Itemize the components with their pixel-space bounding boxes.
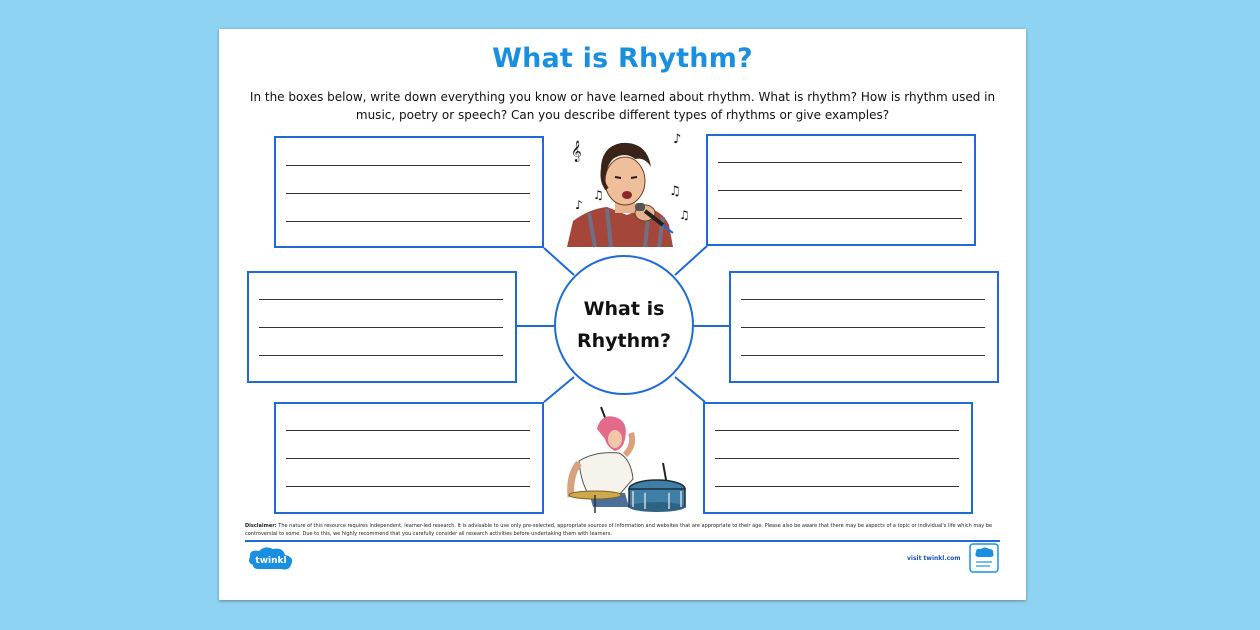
instructions-text: In the boxes below, write down everything you know or have learned about rhythm. What is rhythm? How is rhythm used in music, poetry or speech? Can you describe different types of rhythms or give examples?: [249, 90, 996, 122]
svg-text:♪: ♪: [575, 198, 583, 212]
answer-box-bottom-left[interactable]: [274, 402, 544, 514]
writing-line: [741, 355, 985, 356]
svg-text:♫: ♫: [593, 188, 604, 202]
center-title-line-2: Rhythm?: [577, 330, 671, 352]
writing-line: [741, 299, 985, 300]
twinkl-logo[interactable]: [247, 545, 295, 573]
writing-line: [259, 355, 503, 356]
writing-line: [286, 165, 530, 166]
writing-line: [286, 458, 530, 459]
writing-line: [715, 486, 959, 487]
disclaimer-text: [245, 523, 1000, 538]
svg-text:♪: ♪: [673, 132, 682, 147]
footer-divider: [245, 540, 1000, 542]
writing-line: [718, 218, 962, 219]
writing-line: [718, 190, 962, 191]
answer-box-middle-right[interactable]: [729, 271, 999, 383]
worksheet-page: [219, 29, 1026, 600]
answer-box-top-right[interactable]: [706, 134, 976, 246]
center-title-line-1: What is: [583, 298, 665, 320]
center-circle: [554, 255, 694, 395]
svg-text:♫: ♫: [669, 184, 681, 199]
svg-text:𝄞: 𝄞: [571, 141, 582, 162]
writing-line: [286, 430, 530, 431]
writing-line: [259, 299, 503, 300]
visit-link[interactable]: visit twinkl.com: [907, 555, 961, 562]
writing-line: [718, 162, 962, 163]
writing-line: [286, 221, 530, 222]
writing-line: [741, 327, 985, 328]
writing-line: [259, 327, 503, 328]
page-title: What is Rhythm?: [492, 43, 753, 74]
disclaimer-body: The nature of this resource requires independent, learner-led research. It is advisable to use only pre-selected, appropriate sources of information and websites that are appropriate to their age. Please also be aware that there may be aspects of a topic or individual's life which may be controversial to some. Due to this, we highly recommend that you carefully consider all research activities before undertaking them with learners.: [245, 523, 993, 537]
svg-text:♫: ♫: [679, 208, 690, 222]
answer-box-top-left[interactable]: [274, 136, 544, 248]
writing-line: [715, 458, 959, 459]
center-title: [569, 293, 679, 357]
logo-text: twinkl: [255, 556, 287, 566]
drummer-illustration: [549, 403, 699, 513]
writing-line: [715, 430, 959, 431]
writing-line: [286, 486, 530, 487]
answer-box-bottom-right[interactable]: [703, 402, 973, 514]
quality-badge-icon: [968, 542, 1000, 574]
answer-box-middle-left[interactable]: [247, 271, 517, 383]
singer-illustration: [559, 129, 694, 249]
disclaimer-label: Disclaimer:: [245, 523, 277, 529]
writing-line: [286, 193, 530, 194]
